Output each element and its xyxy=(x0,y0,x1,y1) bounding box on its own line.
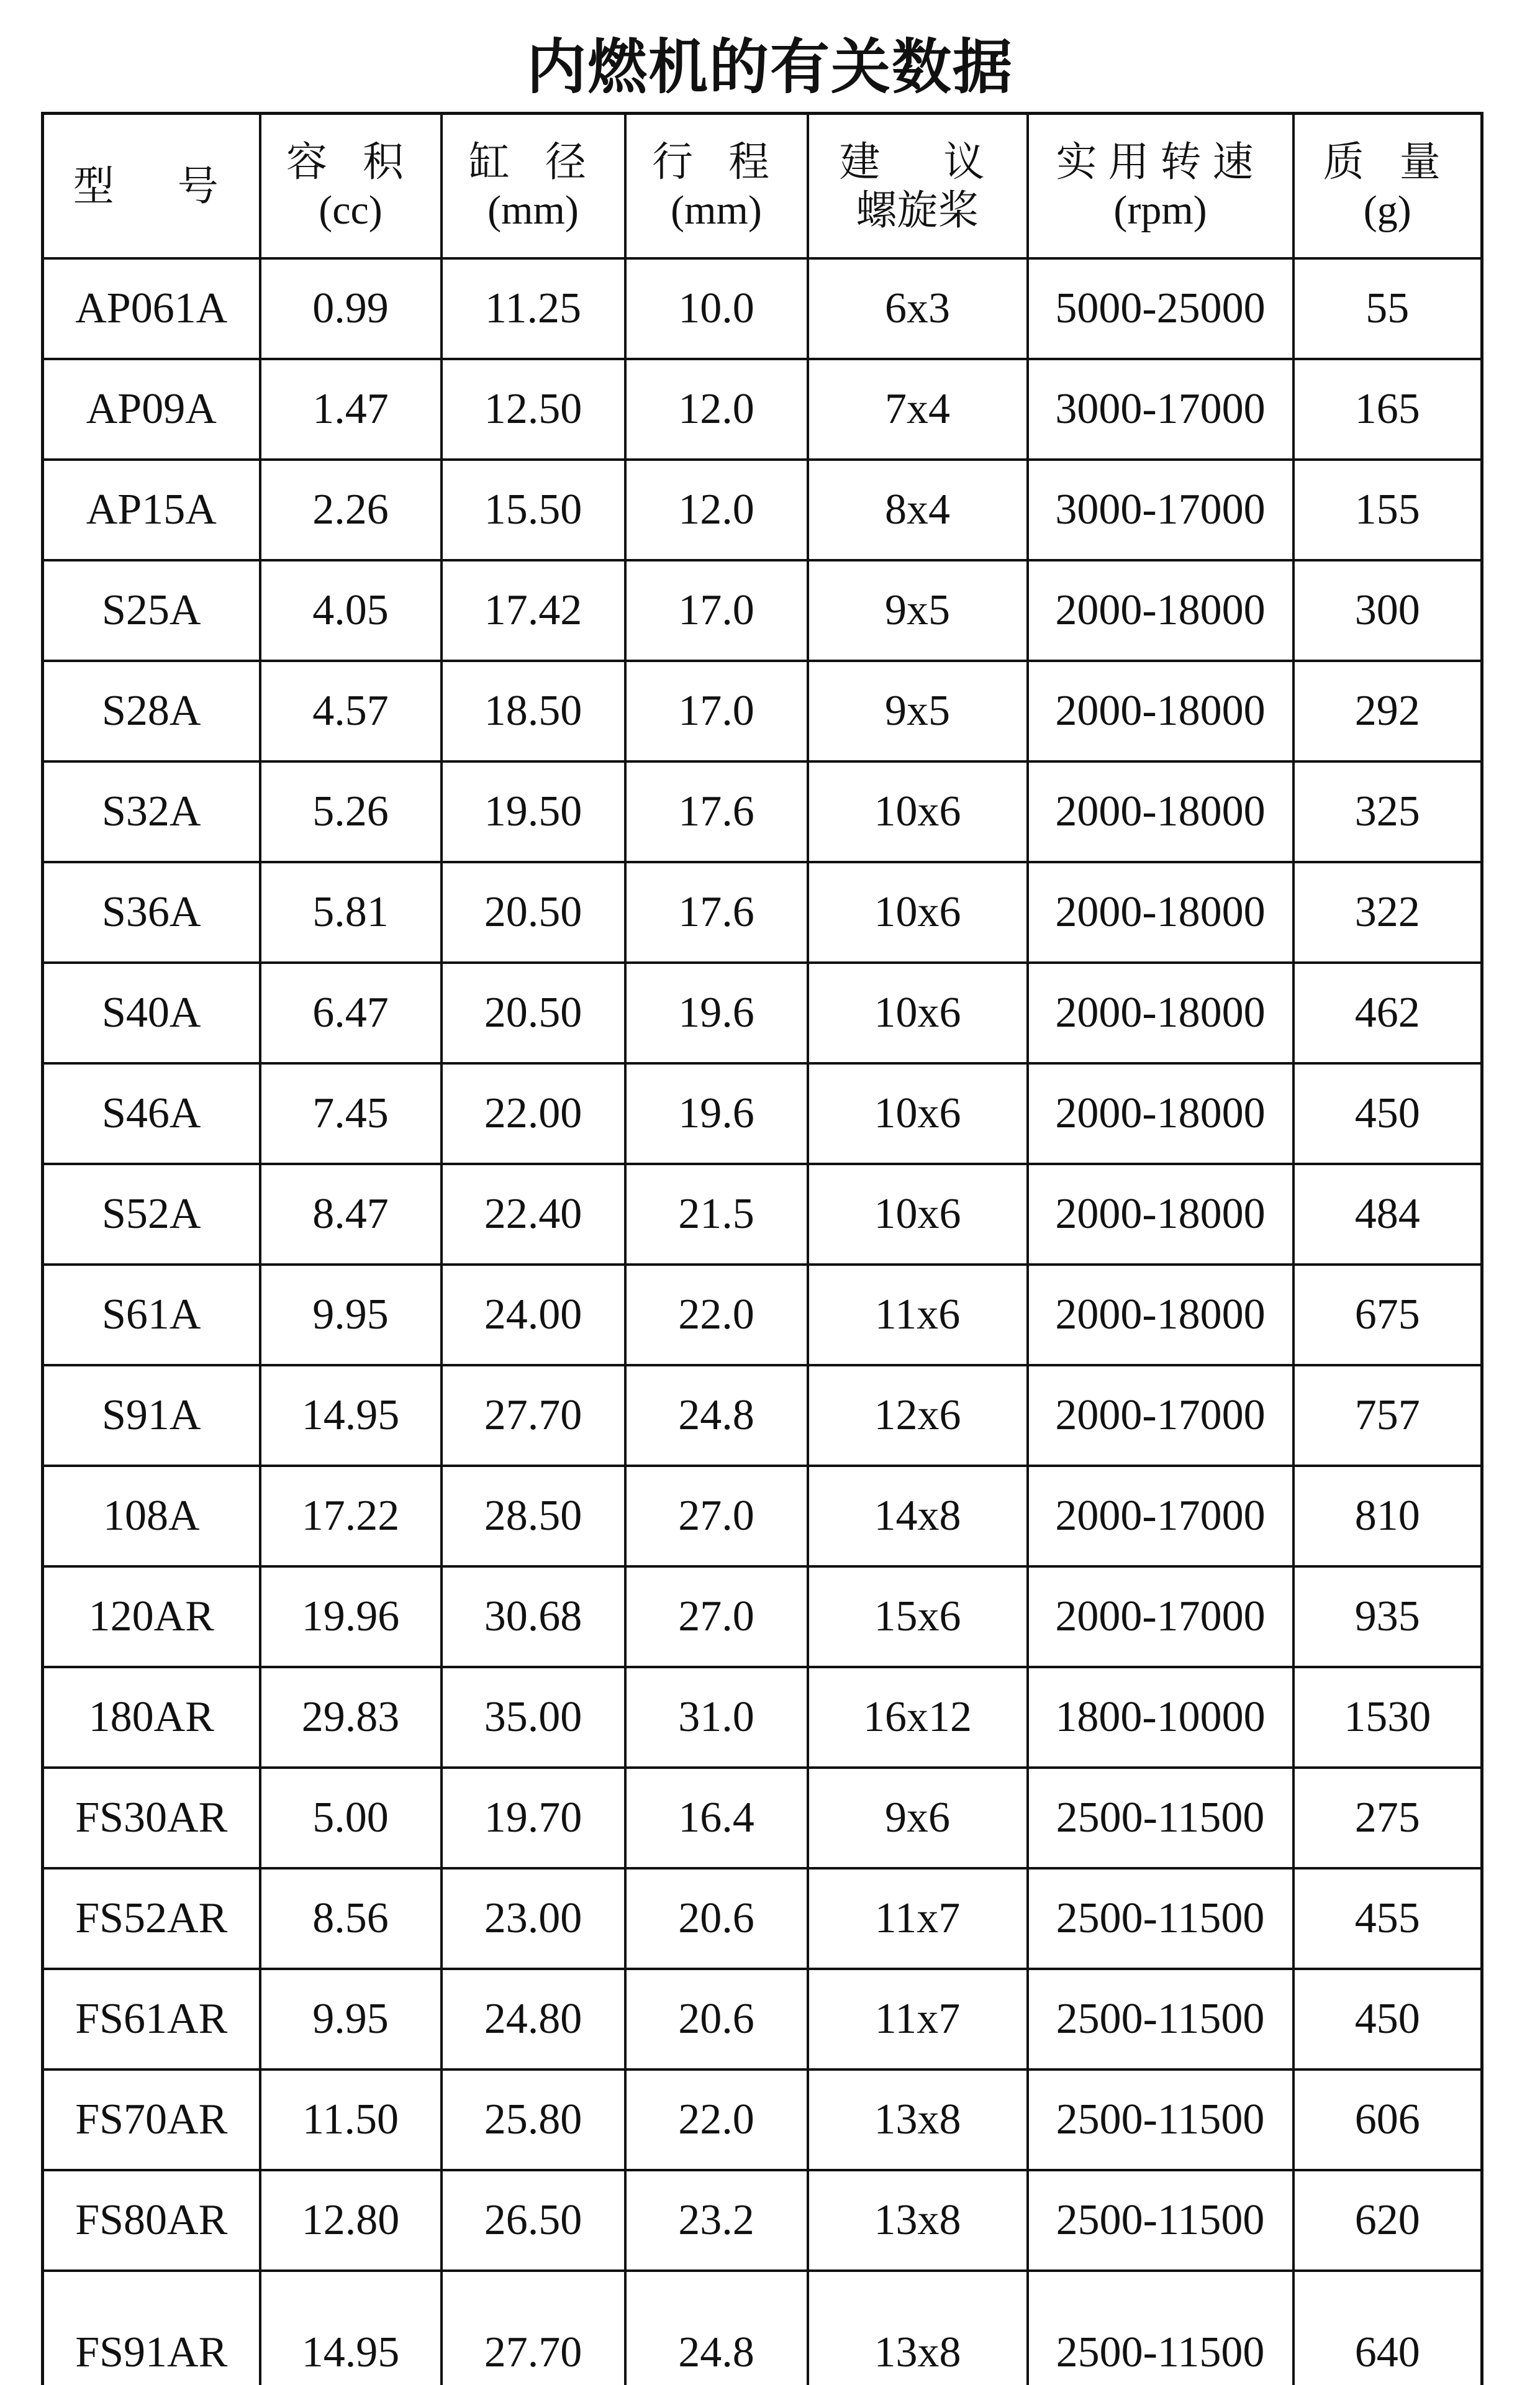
table-header xyxy=(43,114,1482,259)
bore-cell: 26.50 xyxy=(442,2170,625,2271)
table-row xyxy=(43,2271,1482,2385)
table-row xyxy=(43,460,1482,560)
column-header-label: 缸 径 xyxy=(469,137,597,186)
table-body xyxy=(43,258,1482,2385)
stroke-cell: 21.5 xyxy=(625,1164,808,1265)
bore-cell: 24.00 xyxy=(442,1265,625,1365)
model-cell: AP061A xyxy=(43,258,260,359)
propeller-cell: 15x6 xyxy=(808,1566,1028,1667)
stroke-cell: 31.0 xyxy=(625,1667,808,1768)
header-displacement xyxy=(260,114,442,259)
header-stroke xyxy=(625,114,808,259)
rpm-cell: 2000-17000 xyxy=(1028,1365,1293,1466)
mass-cell: 462 xyxy=(1293,963,1482,1063)
model-cell: 120AR xyxy=(43,1566,260,1667)
mass-cell: 757 xyxy=(1293,1365,1482,1466)
mass-cell: 1530 xyxy=(1293,1667,1482,1768)
stroke-cell: 16.4 xyxy=(625,1768,808,1868)
header-mass xyxy=(1293,114,1482,259)
model-cell: S36A xyxy=(43,862,260,963)
header-row xyxy=(43,114,1482,259)
mass-cell: 455 xyxy=(1293,1868,1482,1969)
propeller-cell: 10x6 xyxy=(808,1164,1028,1265)
bore-cell: 25.80 xyxy=(442,2069,625,2170)
displacement-cell: 4.05 xyxy=(260,560,442,661)
stroke-cell: 22.0 xyxy=(625,1265,808,1365)
model-cell: FS70AR xyxy=(43,2069,260,2170)
displacement-cell: 14.95 xyxy=(260,2271,442,2385)
displacement-cell: 4.57 xyxy=(260,661,442,761)
bore-cell: 12.50 xyxy=(442,359,625,460)
engine-data-table xyxy=(41,112,1483,2385)
rpm-cell: 2000-18000 xyxy=(1028,560,1293,661)
model-cell: S61A xyxy=(43,1265,260,1365)
mass-cell: 640 xyxy=(1293,2271,1482,2385)
table-row xyxy=(43,761,1482,862)
stroke-cell: 19.6 xyxy=(625,1063,808,1164)
rpm-cell: 2000-18000 xyxy=(1028,761,1293,862)
displacement-cell: 19.96 xyxy=(260,1566,442,1667)
mass-cell: 275 xyxy=(1293,1768,1482,1868)
displacement-cell: 1.47 xyxy=(260,359,442,460)
mass-cell: 810 xyxy=(1293,1466,1482,1566)
rpm-cell: 2000-17000 xyxy=(1028,1466,1293,1566)
mass-cell: 322 xyxy=(1293,862,1482,963)
column-header-unit: (cc) xyxy=(319,187,383,233)
table-row xyxy=(43,1969,1482,2069)
stroke-cell: 17.6 xyxy=(625,862,808,963)
bore-cell: 22.40 xyxy=(442,1164,625,1265)
displacement-cell: 14.95 xyxy=(260,1365,442,1466)
table-row xyxy=(43,1466,1482,1566)
rpm-cell: 2500-11500 xyxy=(1028,1969,1293,2069)
rpm-cell: 2500-11500 xyxy=(1028,2271,1293,2385)
rpm-cell: 2000-18000 xyxy=(1028,1265,1293,1365)
propeller-cell: 9x5 xyxy=(808,560,1028,661)
rpm-cell: 2000-17000 xyxy=(1028,1566,1293,1667)
stroke-cell: 17.6 xyxy=(625,761,808,862)
column-header-unit: 螺旋桨 xyxy=(856,186,979,234)
model-cell: S32A xyxy=(43,761,260,862)
model-cell: 180AR xyxy=(43,1667,260,1768)
stroke-cell: 20.6 xyxy=(625,1969,808,2069)
mass-cell: 606 xyxy=(1293,2069,1482,2170)
stroke-cell: 24.8 xyxy=(625,2271,808,2385)
table-row xyxy=(43,661,1482,761)
bore-cell: 20.50 xyxy=(442,862,625,963)
propeller-cell: 12x6 xyxy=(808,1365,1028,1466)
rpm-cell: 5000-25000 xyxy=(1028,258,1293,359)
propeller-cell: 11x7 xyxy=(808,1969,1028,2069)
displacement-cell: 8.47 xyxy=(260,1164,442,1265)
rpm-cell: 2500-11500 xyxy=(1028,2069,1293,2170)
displacement-cell: 9.95 xyxy=(260,1265,442,1365)
model-cell: FS91AR xyxy=(43,2271,260,2385)
bore-cell: 22.00 xyxy=(442,1063,625,1164)
column-header-unit: (g) xyxy=(1363,187,1411,233)
model-cell: S91A xyxy=(43,1365,260,1466)
model-cell: S28A xyxy=(43,661,260,761)
mass-cell: 292 xyxy=(1293,661,1482,761)
mass-cell: 935 xyxy=(1293,1566,1482,1667)
model-cell: FS30AR xyxy=(43,1768,260,1868)
table-row xyxy=(43,1164,1482,1265)
table-row xyxy=(43,1365,1482,1466)
model-cell: FS52AR xyxy=(43,1868,260,1969)
column-header-unit: (mm) xyxy=(671,187,762,233)
displacement-cell: 5.81 xyxy=(260,862,442,963)
propeller-cell: 8x4 xyxy=(808,460,1028,560)
propeller-cell: 13x8 xyxy=(808,2170,1028,2271)
table-row xyxy=(43,2069,1482,2170)
displacement-cell: 6.47 xyxy=(260,963,442,1063)
mass-cell: 325 xyxy=(1293,761,1482,862)
stroke-cell: 20.6 xyxy=(625,1868,808,1969)
model-cell: S46A xyxy=(43,1063,260,1164)
header-rpm xyxy=(1028,114,1293,259)
header-bore xyxy=(442,114,625,259)
displacement-cell: 8.56 xyxy=(260,1868,442,1969)
stroke-cell: 17.0 xyxy=(625,560,808,661)
column-header-label: 行 程 xyxy=(652,137,781,186)
stroke-cell: 27.0 xyxy=(625,1466,808,1566)
propeller-cell: 6x3 xyxy=(808,258,1028,359)
stroke-cell: 22.0 xyxy=(625,2069,808,2170)
bore-cell: 18.50 xyxy=(442,661,625,761)
table-row xyxy=(43,359,1482,460)
propeller-cell: 11x6 xyxy=(808,1265,1028,1365)
stroke-cell: 27.0 xyxy=(625,1566,808,1667)
bore-cell: 19.50 xyxy=(442,761,625,862)
propeller-cell: 9x5 xyxy=(808,661,1028,761)
bore-cell: 20.50 xyxy=(442,963,625,1063)
bore-cell: 19.70 xyxy=(442,1768,625,1868)
propeller-cell: 10x6 xyxy=(808,1063,1028,1164)
model-cell: FS80AR xyxy=(43,2170,260,2271)
column-header-label: 实用转速 xyxy=(1056,137,1265,186)
stroke-cell: 12.0 xyxy=(625,460,808,560)
mass-cell: 620 xyxy=(1293,2170,1482,2271)
propeller-cell: 13x8 xyxy=(808,2271,1028,2385)
displacement-cell: 11.50 xyxy=(260,2069,442,2170)
displacement-cell: 2.26 xyxy=(260,460,442,560)
stroke-cell: 12.0 xyxy=(625,359,808,460)
propeller-cell: 11x7 xyxy=(808,1868,1028,1969)
column-header-label: 建 议 xyxy=(839,137,996,186)
rpm-cell: 2000-18000 xyxy=(1028,1164,1293,1265)
bore-cell: 15.50 xyxy=(442,460,625,560)
column-header-unit: (mm) xyxy=(487,187,579,233)
displacement-cell: 12.80 xyxy=(260,2170,442,2271)
propeller-cell: 14x8 xyxy=(808,1466,1028,1566)
model-cell: S52A xyxy=(43,1164,260,1265)
page-title: 内燃机的有关数据 xyxy=(527,32,1013,102)
table-row xyxy=(43,1566,1482,1667)
mass-cell: 155 xyxy=(1293,460,1482,560)
displacement-cell: 9.95 xyxy=(260,1969,442,2069)
model-cell: S40A xyxy=(43,963,260,1063)
table-row xyxy=(43,560,1482,661)
rpm-cell: 2000-18000 xyxy=(1028,1063,1293,1164)
table-row xyxy=(43,1265,1482,1365)
bore-cell: 17.42 xyxy=(442,560,625,661)
rpm-cell: 3000-17000 xyxy=(1028,460,1293,560)
bore-cell: 27.70 xyxy=(442,1365,625,1466)
rpm-cell: 1800-10000 xyxy=(1028,1667,1293,1768)
rpm-cell: 2500-11500 xyxy=(1028,1768,1293,1868)
model-cell: FS61AR xyxy=(43,1969,260,2069)
bore-cell: 28.50 xyxy=(442,1466,625,1566)
mass-cell: 450 xyxy=(1293,1969,1482,2069)
propeller-cell: 10x6 xyxy=(808,862,1028,963)
header-model xyxy=(43,114,260,259)
column-header-label: 型 号 xyxy=(73,161,230,210)
table-row xyxy=(43,1768,1482,1868)
table-row xyxy=(43,963,1482,1063)
mass-cell: 450 xyxy=(1293,1063,1482,1164)
stroke-cell: 10.0 xyxy=(625,258,808,359)
column-header-unit: (rpm) xyxy=(1113,187,1207,233)
rpm-cell: 2500-11500 xyxy=(1028,1868,1293,1969)
model-cell: 108A xyxy=(43,1466,260,1566)
mass-cell: 675 xyxy=(1293,1265,1482,1365)
stroke-cell: 23.2 xyxy=(625,2170,808,2271)
model-cell: AP15A xyxy=(43,460,260,560)
table-row xyxy=(43,1063,1482,1164)
table-row xyxy=(43,258,1482,359)
mass-cell: 165 xyxy=(1293,359,1482,460)
bore-cell: 11.25 xyxy=(442,258,625,359)
rpm-cell: 2000-18000 xyxy=(1028,963,1293,1063)
stroke-cell: 17.0 xyxy=(625,661,808,761)
rpm-cell: 2500-11500 xyxy=(1028,2170,1293,2271)
model-cell: S25A xyxy=(43,560,260,661)
propeller-cell: 10x6 xyxy=(808,963,1028,1063)
table-row xyxy=(43,862,1482,963)
bore-cell: 27.70 xyxy=(442,2271,625,2385)
displacement-cell: 5.26 xyxy=(260,761,442,862)
propeller-cell: 16x12 xyxy=(808,1667,1028,1768)
displacement-cell: 0.99 xyxy=(260,258,442,359)
mass-cell: 300 xyxy=(1293,560,1482,661)
displacement-cell: 7.45 xyxy=(260,1063,442,1164)
propeller-cell: 7x4 xyxy=(808,359,1028,460)
table-row xyxy=(43,1868,1482,1969)
mass-cell: 55 xyxy=(1293,258,1482,359)
rpm-cell: 3000-17000 xyxy=(1028,359,1293,460)
stroke-cell: 24.8 xyxy=(625,1365,808,1466)
bore-cell: 24.80 xyxy=(442,1969,625,2069)
propeller-cell: 10x6 xyxy=(808,761,1028,862)
model-cell: AP09A xyxy=(43,359,260,460)
displacement-cell: 17.22 xyxy=(260,1466,442,1566)
mass-cell: 484 xyxy=(1293,1164,1482,1265)
propeller-cell: 13x8 xyxy=(808,2069,1028,2170)
bore-cell: 23.00 xyxy=(442,1868,625,1969)
displacement-cell: 5.00 xyxy=(260,1768,442,1868)
column-header-label: 质 量 xyxy=(1323,137,1452,186)
table-row xyxy=(43,1667,1482,1768)
displacement-cell: 29.83 xyxy=(260,1667,442,1768)
column-header-label: 容 积 xyxy=(286,137,415,186)
rpm-cell: 2000-18000 xyxy=(1028,862,1293,963)
rpm-cell: 2000-18000 xyxy=(1028,661,1293,761)
header-propeller xyxy=(808,114,1028,259)
bore-cell: 35.00 xyxy=(442,1667,625,1768)
stroke-cell: 19.6 xyxy=(625,963,808,1063)
table-row xyxy=(43,2170,1482,2271)
bore-cell: 30.68 xyxy=(442,1566,625,1667)
propeller-cell: 9x6 xyxy=(808,1768,1028,1868)
